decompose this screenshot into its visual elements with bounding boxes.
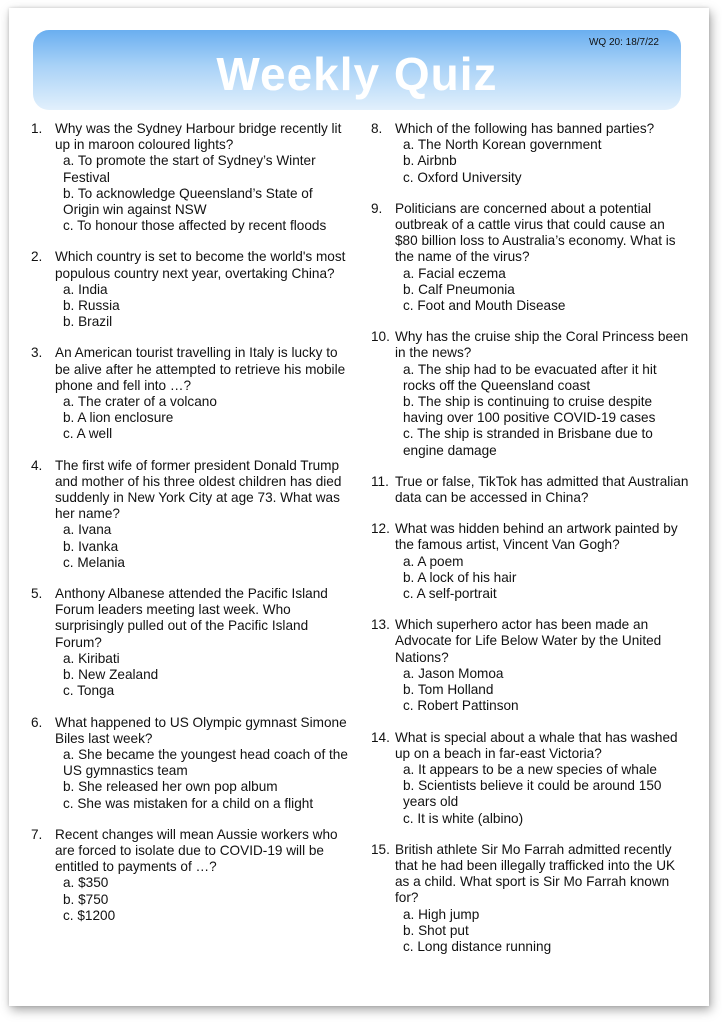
question-number: 12. (371, 521, 390, 537)
question-text: What was hidden behind an artwork painted by the famous artist, Vincent Van Gogh? (395, 521, 678, 553)
question-number: 15. (371, 841, 390, 857)
question-options (403, 762, 689, 827)
question-number: 13. (371, 617, 390, 633)
question-number: 5. (31, 586, 43, 602)
option: c. A well (63, 426, 113, 442)
question-15 (371, 842, 689, 955)
option: a. She became the youngest head coach of the US gymnastics team (63, 746, 348, 779)
option: c. Long distance running (403, 938, 552, 954)
option: c. Melania (63, 554, 125, 570)
question-2 (31, 249, 349, 330)
question-options (403, 362, 689, 459)
question-5 (31, 586, 349, 699)
option: b. A lock of his hair (403, 569, 517, 585)
question-text: Anthony Albanese attended the Pacific Island Forum leaders meeting last week. Who surprisingly pulled out of the Pacific Island Forum? (55, 586, 328, 650)
question-options (63, 875, 349, 924)
question-number: 14. (371, 729, 390, 745)
option: c. To honour those affected by recent floods (63, 218, 327, 234)
question-14 (371, 730, 689, 827)
option: a. India (63, 281, 108, 297)
option: b. Tom Holland (403, 682, 494, 698)
option: a. The ship had to be evacuated after it hit rocks off the Queensland coast (403, 361, 657, 393)
question-13 (371, 617, 689, 714)
option: a. Ivana (63, 522, 112, 538)
question-number: 3. (31, 345, 43, 361)
question-text: An American tourist travelling in Italy is lucky to be alive after he attempted to retrieve his mobile phone and fell into …? (55, 345, 346, 393)
question-7 (31, 827, 349, 924)
option: b. Airbnb (403, 153, 457, 169)
option: c. Tonga (63, 683, 115, 699)
quiz-sheet (9, 8, 709, 1006)
option: b. She released her own pop album (63, 779, 278, 795)
question-number: 6. (31, 714, 43, 730)
option: a. To promote the start of Sydney’s Winter Festival (63, 153, 316, 185)
question-text: True or false, TikTok has admitted that Australian data can be accessed in China? (395, 473, 689, 506)
question-11 (371, 474, 689, 506)
question-options (63, 651, 349, 700)
question-text: Which country is set to become the world's most populous country next year, overtaking China? (55, 249, 346, 281)
quiz-banner (33, 30, 681, 110)
option: c. The ship is stranded in Brisbane due to engine damage (403, 426, 653, 458)
question-text: What happened to US Olympic gymnast Simone Biles last week? (55, 714, 347, 746)
option: b. $750 (63, 891, 109, 907)
option: a. Facial eczema (403, 265, 506, 281)
question-number: 11. (371, 473, 389, 489)
option: b. Russia (63, 298, 120, 314)
question-text: Politicians are concerned about a potential outbreak of a cattle virus that could cause an $80 billion loss to Australia’s economy. What is the name of the virus? (395, 200, 676, 265)
option: b. Ivanka (63, 538, 119, 554)
question-options (403, 137, 689, 186)
question-options (63, 153, 349, 234)
option: b. Shot put (403, 922, 469, 938)
question-options (63, 282, 349, 331)
question-3 (31, 345, 349, 442)
question-1 (31, 121, 349, 234)
question-9 (371, 201, 689, 314)
question-options (403, 266, 689, 315)
option: b. Scientists believe it could be around 150 years old (403, 778, 662, 810)
option: a. A poem (403, 553, 464, 569)
question-number: 1. (31, 121, 43, 136)
option: c. She was mistaken for a child on a flight (63, 795, 314, 811)
question-options (403, 554, 689, 603)
option: c. It is white (albino) (403, 810, 524, 826)
question-options (63, 747, 349, 812)
question-6 (31, 715, 349, 812)
question-number: 10. (371, 329, 390, 345)
option: a. $350 (63, 875, 109, 891)
question-options (403, 666, 689, 715)
option: b. A lion enclosure (63, 410, 174, 426)
option: c. Foot and Mouth Disease (403, 298, 566, 314)
question-10 (371, 329, 689, 459)
question-text: Which of the following has banned parties? (395, 121, 655, 136)
questions-right-column (371, 121, 689, 970)
option: c. $1200 (63, 907, 116, 923)
question-options (63, 394, 349, 443)
question-text: The first wife of former president Donald Trump and mother of his three oldest children has died suddenly in New York City at age 73. What was her name? (55, 457, 342, 522)
quiz-title: Weekly Quiz (216, 48, 498, 100)
question-number: 2. (31, 249, 43, 265)
question-number: 7. (31, 826, 43, 842)
question-text: Why has the cruise ship the Coral Princess been in the news? (395, 329, 689, 361)
option: c. Oxford University (403, 169, 522, 185)
option: a. The crater of a volcano (63, 394, 217, 410)
question-number: 9. (371, 200, 383, 216)
question-options (63, 522, 349, 571)
option: b. The ship is continuing to cruise despite having over 100 positive COVID-19 cases (403, 394, 656, 426)
question-text: British athlete Sir Mo Farrah admitted recently that he had been illegally trafficked into the UK as a child. What sport is Sir Mo Farrah known for? (395, 841, 676, 906)
question-12 (371, 521, 689, 602)
question-number: 4. (31, 457, 43, 473)
question-text: Why was the Sydney Harbour bridge recently lit up in maroon coloured lights? (55, 121, 342, 153)
option: b. To acknowledge Queensland’s State of Origin win against NSW (63, 185, 313, 218)
question-4 (31, 458, 349, 571)
question-options (403, 907, 689, 956)
question-text: What is special about a whale that has washed up on a beach in far-east Victoria? (395, 729, 678, 761)
option: a. Jason Momoa (403, 665, 504, 681)
quiz-reference: WQ 20: 18/7/22 (588, 37, 659, 48)
option: a. The North Korean government (403, 137, 602, 153)
questions-left-column (31, 121, 349, 939)
question-text: Which superhero actor has been made an Advocate for Life Below Water by the United Nations? (395, 617, 662, 665)
question-8 (371, 121, 689, 186)
option: a. High jump (403, 906, 480, 922)
option: b. Brazil (63, 314, 113, 330)
option: a. Kiribati (63, 650, 120, 666)
option: a. It appears to be a new species of whale (403, 761, 657, 777)
question-number: 8. (371, 121, 383, 136)
option: b. New Zealand (63, 667, 159, 683)
option: b. Calf Pneumonia (403, 281, 515, 297)
option: c. A self-portrait (403, 586, 497, 602)
question-text: Recent changes will mean Aussie workers who are forced to isolate due to COVID-19 will be entitled to payments of …? (55, 826, 338, 875)
option: c. Robert Pattinson (403, 698, 519, 714)
